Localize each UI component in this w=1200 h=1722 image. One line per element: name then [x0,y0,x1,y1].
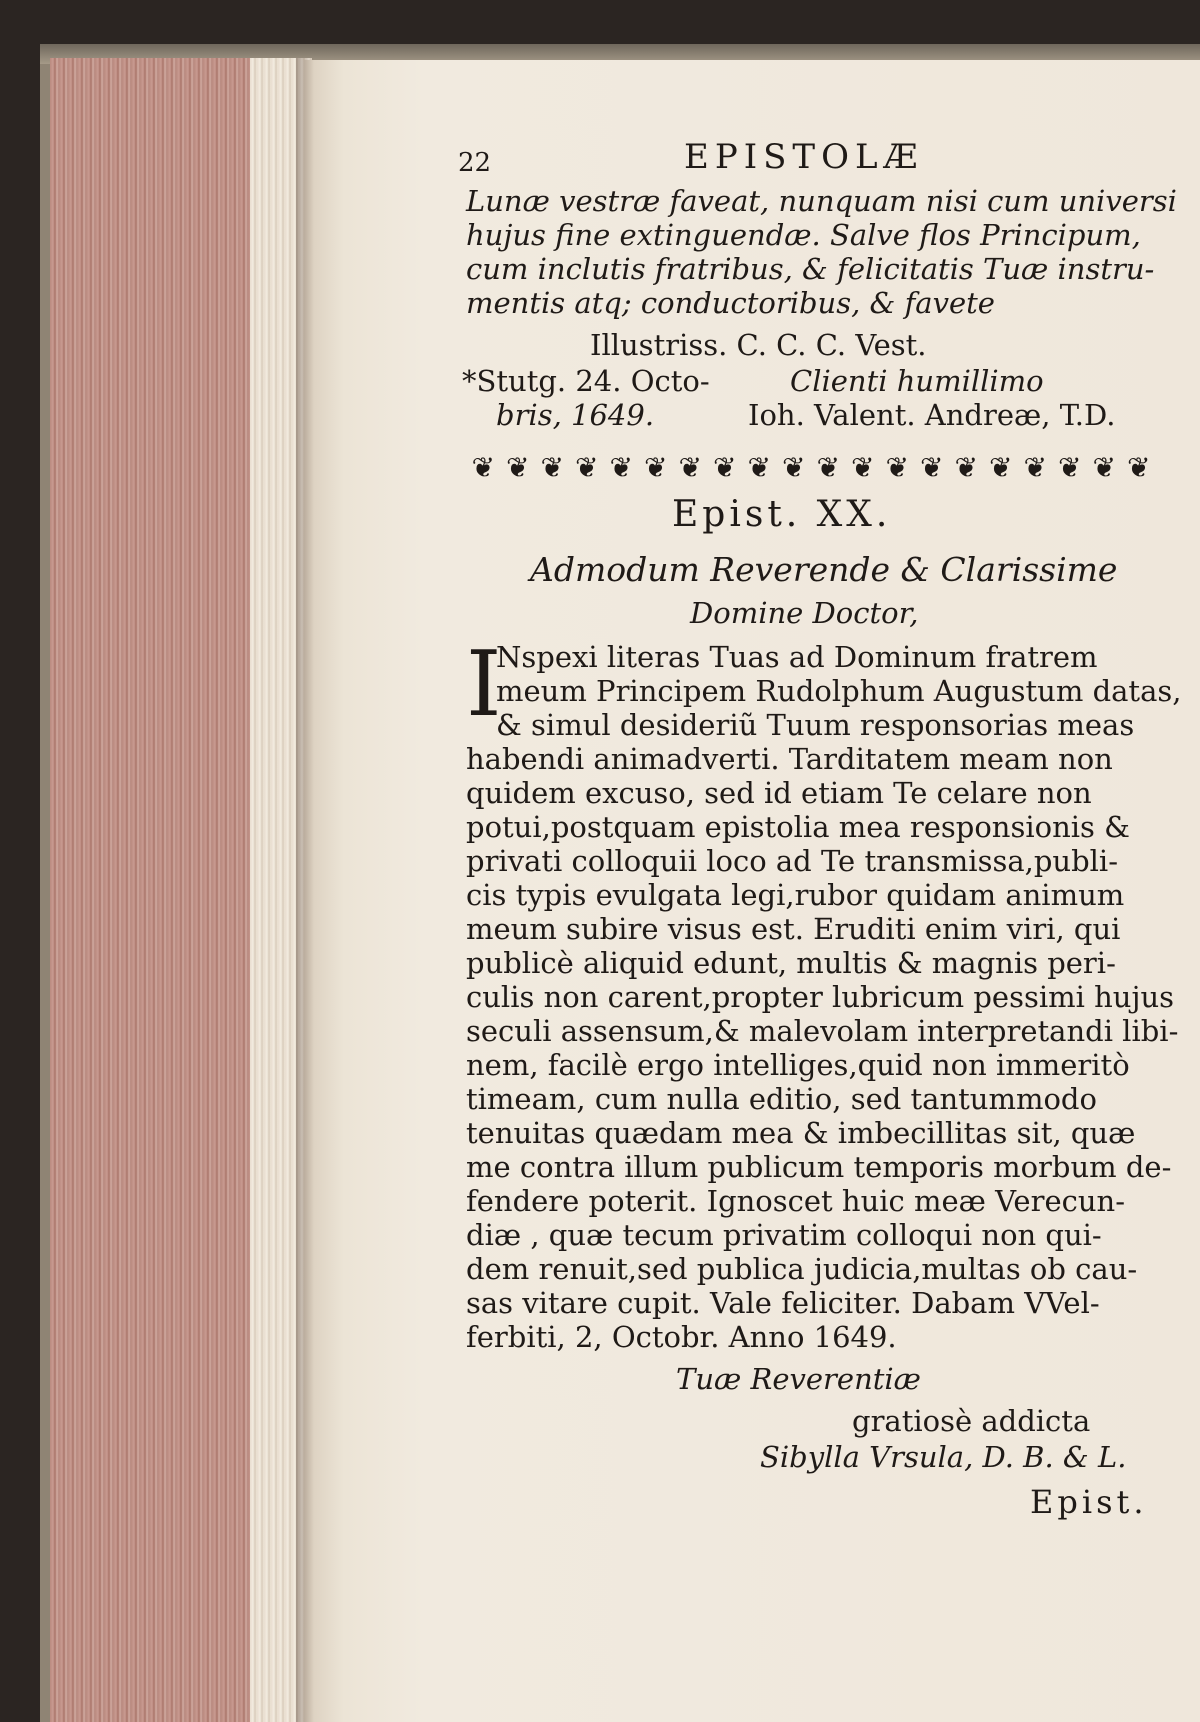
body-line: Nspexi literas Tuas ad Dominum fratrem [496,640,1098,674]
gutter-shadow [296,58,314,1722]
body-line: privati colloquii loco ad Te transmissa,publi- [466,844,1119,878]
ornament-fleuron: ❦ [1023,451,1048,484]
ornament-fleuron: ❦ [471,451,496,484]
closing-line: Tuæ Reverentiæ [676,1362,921,1396]
catchword: Epist. [1030,1483,1148,1521]
ornament-fleuron: ❦ [989,451,1013,484]
salutation-line: Admodum Reverende & Clarissime [530,550,1118,589]
body-line: seculi assensum,& malevolam interpretandi libi- [466,1014,1179,1048]
prev-letter-line: Lunæ vestræ faveat, nunquam nisi cum universi [466,184,1177,218]
body-line: timeam, cum nulla editio, sed tantummodo [466,1082,1097,1116]
ornament-fleuron: ❦ [816,451,841,484]
body-line: culis non carent,propter lubricum pessimi hujus [466,980,1175,1014]
signature: Sibylla Vrsula, D. B. & L. [760,1440,1127,1474]
drop-cap: I [466,632,502,737]
ornament-fleuron: ❦ [920,451,944,484]
ornament-fleuron: ❦ [575,451,599,484]
ornament-fleuron: ❦ [851,451,875,484]
body-line: meum subire visus est. Eruditi enim viri, qui [466,912,1121,946]
place-date-line: bris, 1649. [496,398,655,432]
letter-heading: Epist. XX. [672,494,892,535]
body-line: tenuitas quædam mea & imbecillitas sit, quæ [466,1116,1136,1150]
salutation-line: Domine Doctor, [690,596,919,630]
ornament-fleuron: ❦ [540,451,565,484]
ornament-fleuron: ❦ [1058,451,1082,484]
ornament-fleuron: ❦ [609,451,634,484]
ornament-fleuron: ❦ [678,451,703,484]
ornament-fleuron: ❦ [747,451,772,484]
body-line: diæ , quæ tecum privatim colloqui non qui- [466,1218,1102,1252]
ornament-fleuron: ❦ [954,451,979,484]
greeting-abbreviation: Illustriss. C. C. C. Vest. [590,328,927,362]
closing-line: Clienti humillimo [790,364,1044,398]
ornament-fleuron: ❦ [506,451,530,484]
body-line: cis typis evulgata legi,rubor quidam animum [466,878,1125,912]
body-line: me contra illum publicum temporis morbum de- [466,1150,1172,1184]
ornament-fleuron: ❦ [782,451,806,484]
body-line: ferbiti, 2, Octobr. Anno 1649. [466,1320,897,1354]
ornament-rule [466,450,1156,486]
place-date-line: *Stutg. 24. Octo- [462,364,710,398]
signature: Ioh. Valent. Andreæ, T.D. [748,398,1116,432]
closing-line: gratiosè addicta [852,1404,1091,1438]
body-line: dem renuit,sed publica judicia,multas ob cau- [466,1252,1138,1286]
page-number: 22 [458,148,492,178]
body-line: publicè aliquid edunt, multis & magnis peri- [466,946,1116,980]
ornament-fleuron: ❦ [644,451,668,484]
body-line: nem, facilè ergo intelliges,quid non immeritò [466,1048,1130,1082]
body-line: sas vitare cupit. Vale feliciter. Dabam VVel- [466,1286,1100,1320]
prev-letter-line: hujus fine extinguendæ. Salve flos Principum, [466,218,1141,252]
body-line: potui,postquam epistolia mea responsionis & [466,810,1130,844]
body-line: quidem excuso, sed id etiam Te celare non [466,776,1092,810]
ornament-fleuron: ❦ [1092,451,1117,484]
body-line: meum Principem Rudolphum Augustum datas, [496,674,1182,708]
prev-letter-line: cum inclutis fratribus, & felicitatis Tuæ instru- [466,252,1155,286]
prev-letter-line: mentis atq; conductoribus, & favete [466,286,995,320]
ornament-fleuron: ❦ [713,451,737,484]
ornament-fleuron: ❦ [1127,451,1151,484]
ornament-fleuron: ❦ [885,451,910,484]
running-head: EPISTOLÆ [684,137,924,177]
body-line: habendi animadverti. Tarditatem meam non [466,742,1113,776]
body-line: & simul desideriũ Tuum responsorias meas [496,708,1135,742]
body-line: fendere poterit. Ignoscet huic meæ Verecun- [466,1184,1126,1218]
